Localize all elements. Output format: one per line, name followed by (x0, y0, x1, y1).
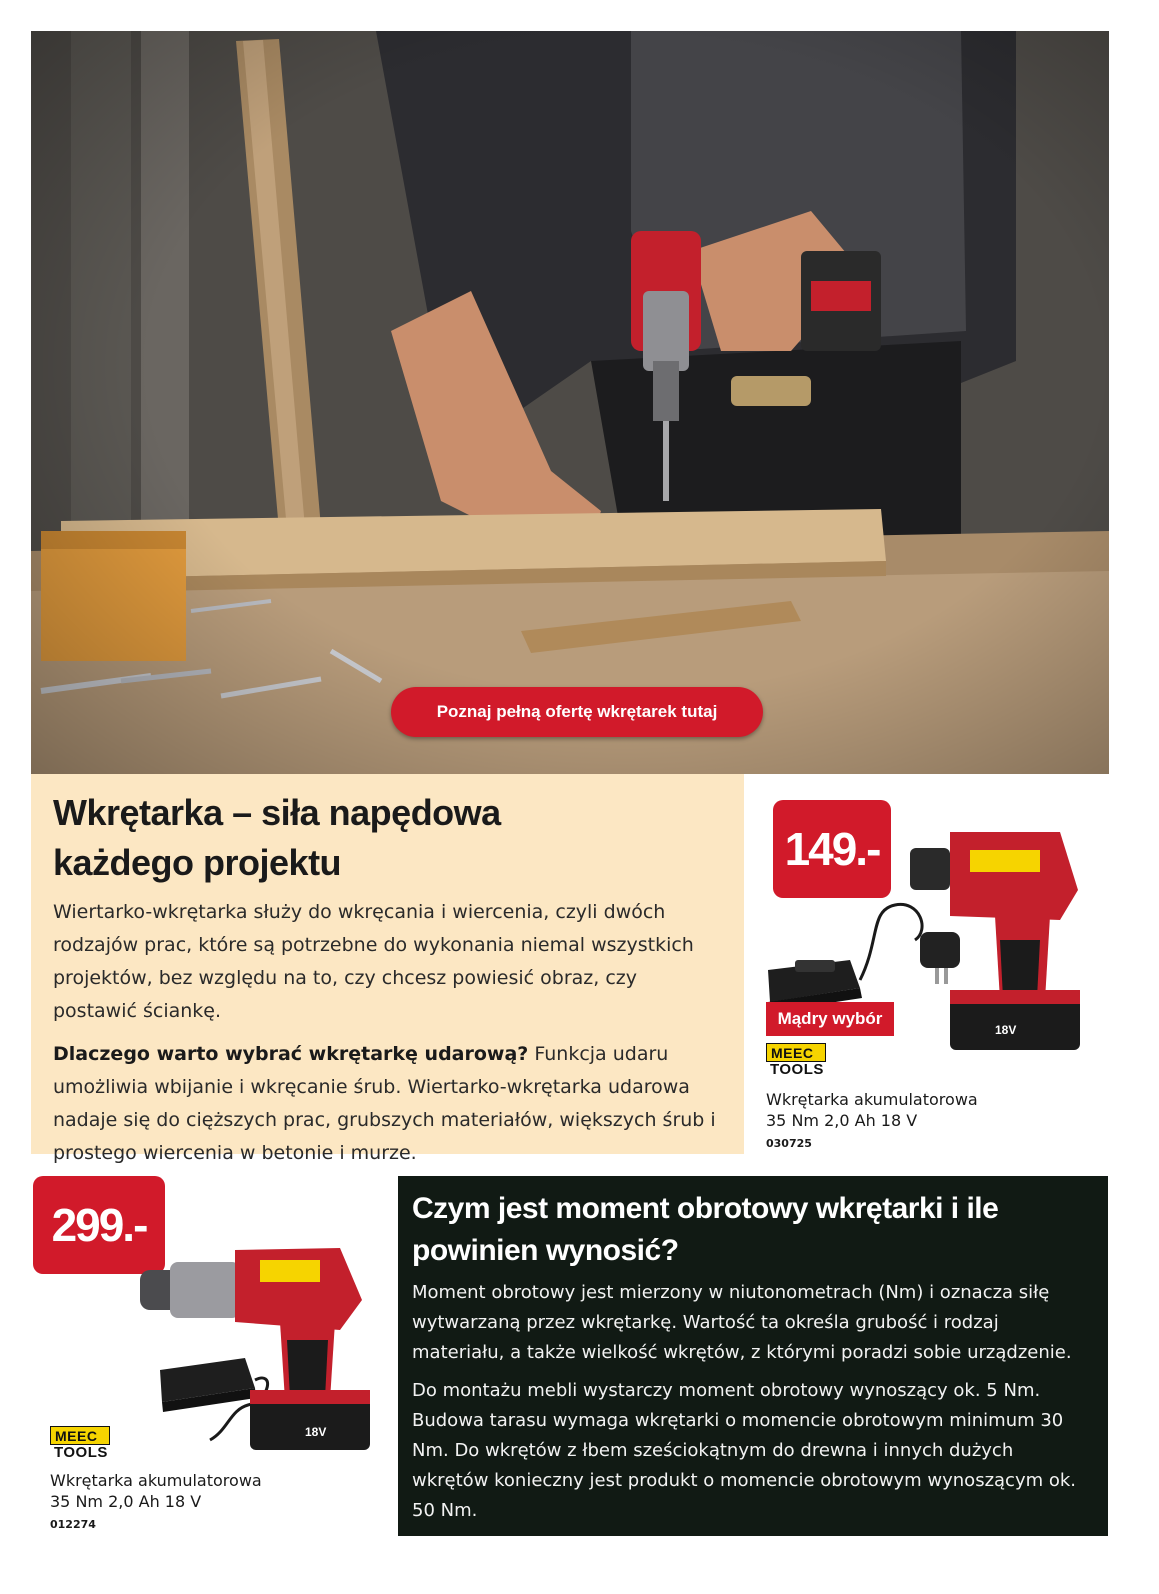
brand-logo-2-bottom: TOOLS (54, 1444, 108, 1461)
product-name-2[interactable] (50, 1470, 310, 1512)
drill-info-panel (31, 774, 744, 1164)
torque-title-line1: Czym jest moment obrotowy wkrętarki i ile (412, 1192, 999, 1225)
price-badge-1: 149.- (773, 800, 891, 898)
info-question: Dlaczego warto wybrać wkrętarkę udarową? (53, 1043, 529, 1065)
product-name-1-line1: Wkrętarka akumulatorowa (766, 1090, 978, 1109)
torque-paragraph-1: Moment obrotowy jest mierzony w niutonometrach (Nm) i oznacza siłę wytwarzaną przez wkrętarkę. Wartość ta określa grubość i rodzaj materiału, a także wielkość wkrętów, z którymi poradzi sobie urządzenie. (412, 1282, 1072, 1363)
info-title (53, 788, 573, 888)
hero-illustration (31, 31, 1109, 774)
info-title-line2: każdego projektu (53, 842, 342, 883)
brand-logo-1-top: MEEC (766, 1043, 826, 1062)
product-name-2-line2: 35 Nm 2,0 Ah 18 V (50, 1492, 202, 1511)
torque-title-line2: powinien wynosić? (412, 1234, 679, 1267)
smart-choice-tag: Mądry wybór (766, 1002, 894, 1036)
torque-paragraph-2: Do montażu mebli wystarczy moment obrotowy wynoszący ok. 5 Nm. Budowa tarasu wymaga wkrętarki o momencie obrotowym minimum 30 Nm. Do wkrętów z łbem sześciokątnym do drewna i innych dużych wkrętów konieczny jest produkt o momencie obrotowym wynoszącym ok. 50 Nm. (412, 1380, 1077, 1521)
torque-info-panel (398, 1176, 1108, 1536)
product-code-1: 030725 (766, 1137, 812, 1150)
brand-logo-2 (50, 1426, 114, 1460)
product-name-2-line1: Wkrętarka akumulatorowa (50, 1471, 262, 1490)
brand-logo-1 (766, 1043, 830, 1077)
info-answer: Funkcja udaru umożliwia wbijanie i wkręcanie śrub. Wiertarko-wkrętarka udarowa nadaje się do cięższych prac, grubszych materiałów, większych śrub i prostego wiercenia w betonie i murze. (53, 1043, 716, 1164)
product-code-2: 012274 (50, 1518, 96, 1531)
info-impact-paragraph (53, 1038, 722, 1170)
hero-photo (31, 31, 1109, 774)
info-intro: Wiertarko-wkrętarka służy do wkręcania i wiercenia, czyli dwóch rodzajów prac, które są potrzebne do wykonania niemal wszystkich projektów, bez względu na to, czy chcesz powiesić obraz, czy postawić ściankę. (53, 901, 694, 1022)
price-badge-2: 299.- (33, 1176, 165, 1274)
product-image-drill-set-2[interactable] (130, 1230, 380, 1470)
info-title-line1: Wkrętarka – siła napędowa (53, 792, 501, 833)
brand-logo-2-top: MEEC (50, 1426, 110, 1445)
torque-title (412, 1188, 1092, 1272)
battery-label-2: 18V (305, 1425, 327, 1439)
battery-label-1: 18V (995, 1023, 1017, 1037)
offer-cta-button[interactable]: Poznaj pełną ofertę wkrętarek tutaj (391, 687, 763, 737)
product-name-1[interactable] (766, 1089, 1026, 1131)
product-name-1-line2: 35 Nm 2,0 Ah 18 V (766, 1111, 918, 1130)
brand-logo-1-bottom: TOOLS (770, 1061, 824, 1078)
